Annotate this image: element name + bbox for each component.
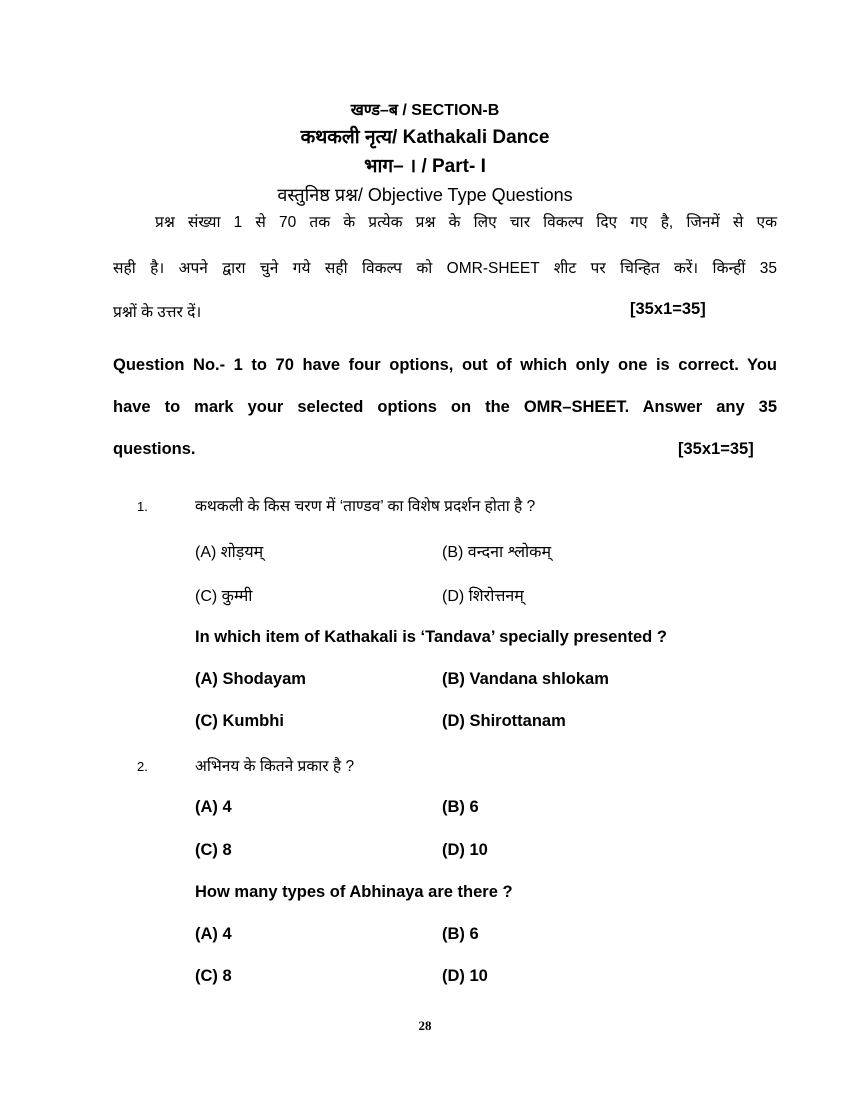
option-a-english: (A) 4 bbox=[195, 925, 232, 943]
hindi-marks: [35x1=35] bbox=[630, 300, 706, 318]
option-d-english: (D) Shirottanam bbox=[442, 712, 566, 730]
question-text-hindi: अभिनय के कितने प्रकार है ? bbox=[195, 758, 355, 775]
question-number: 1. bbox=[137, 499, 148, 514]
option-b-english: (B) Vandana shlokam bbox=[442, 670, 609, 688]
option-c-english: (C) 8 bbox=[195, 967, 232, 985]
option-b-english: (B) 6 bbox=[442, 925, 479, 943]
option-c-english: (C) Kumbhi bbox=[195, 712, 284, 730]
question-type-heading: वस्तुनिष्ठ प्रश्न/ Objective Type Questions bbox=[277, 185, 573, 205]
question-text-hindi: कथकली के किस चरण में ‘ताण्डव’ का विशेष प्रदर्शन होता है ? bbox=[195, 498, 536, 515]
option-b-hindi: (B) वन्दना श्लोकम् bbox=[442, 544, 552, 561]
question-text-english: How many types of Abhinaya are there ? bbox=[195, 883, 513, 901]
part-heading: भाग– । / Part- I bbox=[364, 156, 486, 177]
hindi-instruction-line-1: प्रश्न संख्या 1 से 70 तक के प्रत्येक प्रश्न के लिए चार विकल्प दिए गए है, जिनमें से एक bbox=[155, 214, 777, 231]
english-instruction-line-2: have to mark your selected options on the OMR–SHEET. Answer any 35 bbox=[113, 398, 777, 416]
hindi-instruction-line-2: सही है। अपने द्वारा चुने गये सही विकल्प को OMR-SHEET शीट पर चिन्हित करें। किन्हीं 35 bbox=[113, 260, 777, 277]
question-number: 2. bbox=[137, 759, 148, 774]
subject-heading: कथकली नृत्य/ Kathakali Dance bbox=[300, 127, 550, 148]
option-a-hindi: (A) शोड़यम् bbox=[195, 544, 264, 561]
english-instruction-line-1: Question No.- 1 to 70 have four options, out of which only one is correct. You bbox=[113, 356, 777, 374]
option-d-hindi: (D) शिरोत्तनम् bbox=[442, 588, 524, 605]
option-d-hindi: (D) 10 bbox=[442, 841, 488, 859]
option-a-hindi: (A) 4 bbox=[195, 798, 232, 816]
option-b-hindi: (B) 6 bbox=[442, 798, 479, 816]
page-number: 28 bbox=[418, 1018, 432, 1033]
english-marks: [35x1=35] bbox=[678, 440, 754, 458]
option-c-hindi: (C) 8 bbox=[195, 841, 232, 859]
english-instruction-line-3: questions. bbox=[113, 440, 196, 458]
question-text-english: In which item of Kathakali is ‘Tandava’ specially presented ? bbox=[195, 628, 667, 646]
option-d-english: (D) 10 bbox=[442, 967, 488, 985]
option-c-hindi: (C) कुम्मी bbox=[195, 588, 253, 605]
hindi-instruction-line-3: प्रश्नों के उत्तर दें। bbox=[113, 304, 202, 321]
option-a-english: (A) Shodayam bbox=[195, 670, 306, 688]
section-heading: खण्ड–ब / SECTION-B bbox=[350, 102, 500, 119]
